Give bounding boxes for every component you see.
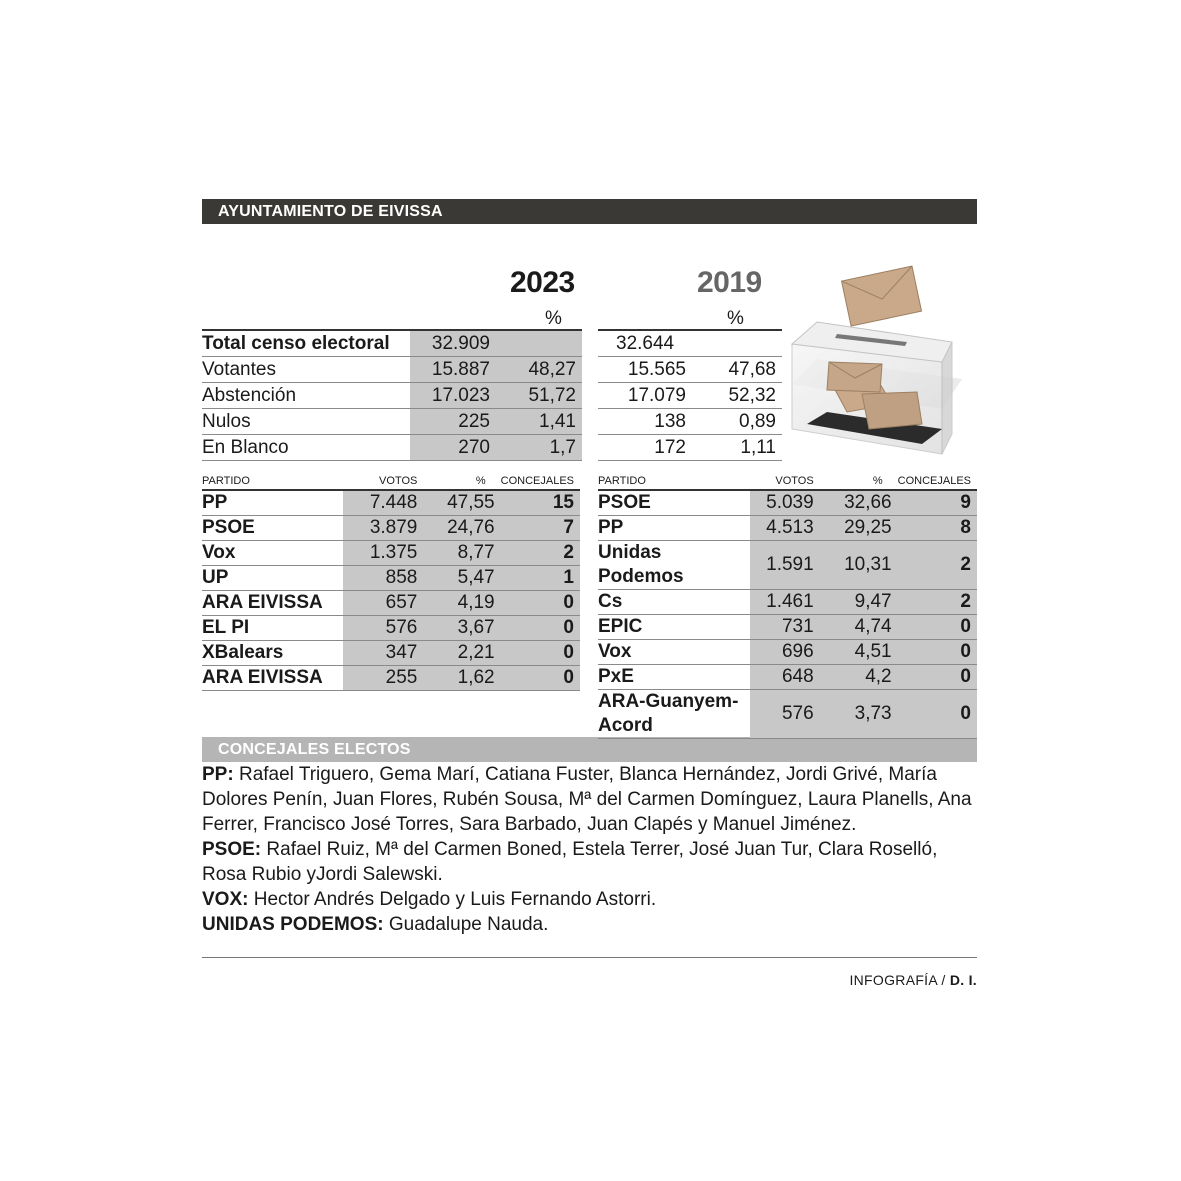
party-votes: 648 bbox=[750, 665, 819, 690]
census-value-2019: 15.565 bbox=[598, 357, 692, 383]
party-pct: 1,62 bbox=[423, 666, 500, 691]
census-pct-2019: 52,32 bbox=[692, 383, 782, 409]
party-votes: 7.448 bbox=[343, 490, 423, 516]
party-name: PP bbox=[598, 516, 750, 541]
census-pct-2023: 1,7 bbox=[496, 435, 582, 461]
census-label: En Blanco bbox=[202, 435, 410, 461]
census-value-2023: 32.909 bbox=[410, 330, 496, 357]
census-label: Nulos bbox=[202, 409, 410, 435]
party-votes: 5.039 bbox=[750, 490, 819, 516]
census-block bbox=[202, 224, 977, 458]
census-table-2019 bbox=[598, 329, 782, 461]
census-pct-2023: 1,41 bbox=[496, 409, 582, 435]
census-label: Abstención bbox=[202, 383, 410, 409]
ballot-box-icon bbox=[777, 264, 977, 464]
census-pct-2023: 51,72 bbox=[496, 383, 582, 409]
party-name: Vox bbox=[202, 541, 343, 566]
party-name: EPIC bbox=[598, 615, 750, 640]
col-pct: % bbox=[475, 475, 486, 487]
census-table-2023 bbox=[202, 329, 582, 461]
party-seats: 0 bbox=[501, 616, 580, 641]
party-votes: 1.375 bbox=[343, 541, 423, 566]
census-value-2019: 172 bbox=[598, 435, 692, 461]
elected-list bbox=[202, 762, 977, 937]
col-partido: PARTIDO bbox=[598, 475, 646, 487]
party-votes: 657 bbox=[343, 591, 423, 616]
census-value-2023: 17.023 bbox=[410, 383, 496, 409]
party-pct: 4,74 bbox=[820, 615, 898, 640]
party-row bbox=[202, 490, 580, 516]
party-name: PxE bbox=[598, 665, 750, 690]
party-name: ARA EIVISSA bbox=[202, 591, 343, 616]
party-votes: 576 bbox=[750, 690, 819, 739]
party-seats: 1 bbox=[501, 566, 580, 591]
elected-party: UNIDAS PODEMOS: bbox=[202, 914, 384, 935]
party-votes: 858 bbox=[343, 566, 423, 591]
party-name: PP bbox=[202, 490, 343, 516]
census-value-2019: 17.079 bbox=[598, 383, 692, 409]
party-name: ARA EIVISSA bbox=[202, 666, 343, 691]
party-row bbox=[202, 616, 580, 641]
party-name: XBalears bbox=[202, 641, 343, 666]
party-votes: 255 bbox=[343, 666, 423, 691]
elected-title: CONCEJALES ELECTOS bbox=[202, 737, 977, 762]
party-row bbox=[598, 615, 977, 640]
party-row bbox=[202, 566, 580, 591]
year-2023: 2023 bbox=[510, 266, 575, 299]
party-row bbox=[598, 490, 977, 516]
party-row bbox=[202, 641, 580, 666]
elected-party: PSOE: bbox=[202, 839, 262, 860]
party-row bbox=[202, 541, 580, 566]
party-row bbox=[598, 640, 977, 665]
party-seats: 0 bbox=[501, 591, 580, 616]
elected-party: PP: bbox=[202, 764, 234, 785]
party-row bbox=[202, 666, 580, 691]
party-pct: 29,25 bbox=[820, 516, 898, 541]
party-votes: 1.591 bbox=[750, 541, 819, 590]
census-row bbox=[598, 383, 782, 409]
party-row bbox=[598, 541, 977, 590]
elected-names: Rafael Ruiz, Mª del Carmen Boned, Estela Terrer, José Juan Tur, Clara Roselló, Rosa Rubio yJordi Salewski. bbox=[202, 839, 938, 885]
party-pct: 4,19 bbox=[423, 591, 500, 616]
party-pct: 2,21 bbox=[423, 641, 500, 666]
party-votes: 1.461 bbox=[750, 590, 819, 615]
credit bbox=[202, 972, 977, 988]
party-pct: 3,73 bbox=[820, 690, 898, 739]
party-seats: 2 bbox=[898, 590, 977, 615]
party-name: Unidas Podemos bbox=[598, 541, 750, 590]
party-seats: 9 bbox=[898, 490, 977, 516]
party-seats: 2 bbox=[501, 541, 580, 566]
pct-header-2019: % bbox=[727, 308, 744, 329]
census-pct-2023 bbox=[496, 330, 582, 357]
party-name: PSOE bbox=[598, 490, 750, 516]
party-row bbox=[598, 690, 977, 739]
party-pct: 9,47 bbox=[820, 590, 898, 615]
census-pct-2023: 48,27 bbox=[496, 357, 582, 383]
party-pct: 32,66 bbox=[820, 490, 898, 516]
party-seats: 15 bbox=[501, 490, 580, 516]
party-votes: 4.513 bbox=[750, 516, 819, 541]
party-pct: 10,31 bbox=[820, 541, 898, 590]
credit-label: INFOGRAFÍA / bbox=[849, 972, 946, 988]
party-pct: 4,2 bbox=[820, 665, 898, 690]
census-row bbox=[202, 383, 582, 409]
header-title: AYUNTAMIENTO DE EIVISSA bbox=[202, 199, 977, 224]
party-table-2019 bbox=[598, 467, 977, 739]
elected-party: VOX: bbox=[202, 889, 249, 910]
party-row bbox=[598, 665, 977, 690]
col-votos: VOTOS bbox=[775, 475, 814, 487]
party-pct: 24,76 bbox=[423, 516, 500, 541]
party-votes: 696 bbox=[750, 640, 819, 665]
party-pct: 4,51 bbox=[820, 640, 898, 665]
census-value-2023: 15.887 bbox=[410, 357, 496, 383]
census-row bbox=[598, 435, 782, 461]
party-votes: 576 bbox=[343, 616, 423, 641]
census-row bbox=[598, 330, 782, 357]
census-value-2023: 270 bbox=[410, 435, 496, 461]
party-pct: 47,55 bbox=[423, 490, 500, 516]
col-concejales: CONCEJALES bbox=[500, 475, 574, 487]
divider bbox=[202, 957, 977, 958]
census-value-2019: 32.644 bbox=[598, 330, 692, 357]
census-row bbox=[202, 435, 582, 461]
elected-names: Hector Andrés Delgado y Luis Fernando Astorri. bbox=[248, 889, 657, 910]
elected-group bbox=[202, 887, 977, 912]
party-seats: 2 bbox=[898, 541, 977, 590]
census-label: Total censo electoral bbox=[202, 330, 410, 357]
census-pct-2019: 1,11 bbox=[692, 435, 782, 461]
census-value-2019: 138 bbox=[598, 409, 692, 435]
party-table-2023 bbox=[202, 467, 580, 691]
census-row bbox=[202, 357, 582, 383]
party-votes: 731 bbox=[750, 615, 819, 640]
census-label: Votantes bbox=[202, 357, 410, 383]
elected-names: Rafael Triguero, Gema Marí, Catiana Fuster, Blanca Hernández, Jordi Grivé, María Dolores Penín, Juan Flores, Rubén Sousa, Mª del Carmen Domínguez, Laura Planells, Ana Ferrer, Francisco José Torres, Sara Barbado, Juan Clapés y Manuel Jiménez. bbox=[202, 764, 972, 835]
elected-names: Guadalupe Nauda. bbox=[383, 914, 549, 935]
elected-group bbox=[202, 912, 977, 937]
party-seats: 7 bbox=[501, 516, 580, 541]
elected-group bbox=[202, 762, 977, 837]
party-seats: 0 bbox=[898, 690, 977, 739]
party-name: Cs bbox=[598, 590, 750, 615]
census-pct-2019 bbox=[692, 330, 782, 357]
col-concejales: CONCEJALES bbox=[897, 475, 971, 487]
party-results bbox=[202, 467, 977, 737]
pct-header-2023: % bbox=[545, 308, 562, 329]
census-value-2023: 225 bbox=[410, 409, 496, 435]
party-name: ARA-Guanyem-Acord bbox=[598, 690, 750, 739]
census-row bbox=[598, 357, 782, 383]
party-votes: 3.879 bbox=[343, 516, 423, 541]
party-seats: 0 bbox=[898, 615, 977, 640]
party-pct: 5,47 bbox=[423, 566, 500, 591]
infographic bbox=[202, 199, 977, 988]
party-votes: 347 bbox=[343, 641, 423, 666]
party-seats: 0 bbox=[898, 665, 977, 690]
year-2019: 2019 bbox=[697, 266, 762, 299]
census-row bbox=[202, 330, 582, 357]
elected-group bbox=[202, 837, 977, 887]
party-name: PSOE bbox=[202, 516, 343, 541]
census-pct-2019: 0,89 bbox=[692, 409, 782, 435]
party-pct: 3,67 bbox=[423, 616, 500, 641]
party-seats: 0 bbox=[501, 641, 580, 666]
census-row bbox=[202, 409, 582, 435]
party-row bbox=[598, 590, 977, 615]
col-votos: VOTOS bbox=[379, 475, 418, 487]
party-pct: 8,77 bbox=[423, 541, 500, 566]
credit-author: D. I. bbox=[949, 972, 977, 988]
col-partido: PARTIDO bbox=[202, 475, 250, 487]
col-pct: % bbox=[872, 475, 883, 487]
party-name: Vox bbox=[598, 640, 750, 665]
party-seats: 0 bbox=[501, 666, 580, 691]
census-row bbox=[598, 409, 782, 435]
party-row bbox=[202, 591, 580, 616]
party-seats: 0 bbox=[898, 640, 977, 665]
party-row bbox=[598, 516, 977, 541]
party-row bbox=[202, 516, 580, 541]
party-name: UP bbox=[202, 566, 343, 591]
census-pct-2019: 47,68 bbox=[692, 357, 782, 383]
party-name: EL PI bbox=[202, 616, 343, 641]
party-seats: 8 bbox=[898, 516, 977, 541]
